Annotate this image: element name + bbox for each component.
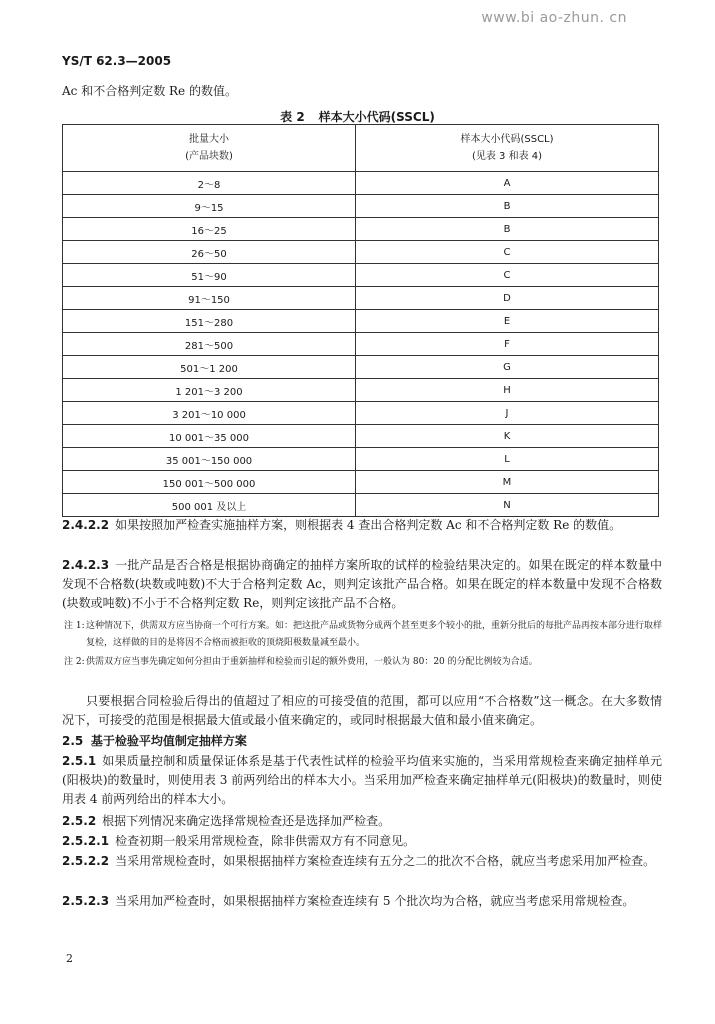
sscl-code-cell: K bbox=[356, 425, 659, 448]
lot-size-cell: 501～1 200 bbox=[63, 356, 356, 379]
lot-size-cell: 2～8 bbox=[63, 172, 356, 195]
table-row bbox=[63, 172, 659, 195]
clause-number: 2.5.2.2 bbox=[62, 854, 110, 868]
lead-text: Ac 和不合格判定数 Re 的数值。 bbox=[62, 84, 237, 98]
clause-text: 根据下列情况来确定选择常规检查还是选择加严检查。 bbox=[102, 814, 391, 828]
clause-2-5-2-2 bbox=[62, 852, 662, 871]
clause-text: 当采用常规检查时，如果根据抽样方案检查连续有五分之二的批次不合格，就应当考虑采用加严检查。 bbox=[115, 854, 656, 868]
lot-size-cell: 35 001～150 000 bbox=[63, 448, 356, 471]
clause-text: 一批产品是否合格是根据协商确定的抽样方案所取的试样的检验结果决定的。如果在既定的样本数量中发现不合格数(块数或吨数)不大于合格判定数 Ac，则判定该批产品合格。如果在既定的样本数量中发现不合格数(块数或吨数)不小于不合格判定数 Re，则判定该批产品不合格。 bbox=[62, 558, 662, 610]
clause-number: 2.4.2.3 bbox=[62, 558, 110, 572]
sscl-code-cell: J bbox=[356, 402, 659, 425]
sscl-code-cell: B bbox=[356, 218, 659, 241]
lot-size-cell: 1 201～3 200 bbox=[63, 379, 356, 402]
header-sscl bbox=[356, 125, 659, 172]
sscl-code-cell: G bbox=[356, 356, 659, 379]
page-number: 2 bbox=[66, 952, 73, 965]
table-row bbox=[63, 448, 659, 471]
table-row bbox=[63, 264, 659, 287]
sscl-code-cell: L bbox=[356, 448, 659, 471]
sscl-code-cell: F bbox=[356, 333, 659, 356]
sscl-code-cell: E bbox=[356, 310, 659, 333]
clause-number: 2.4.2.2 bbox=[62, 518, 110, 532]
table-row bbox=[63, 195, 659, 218]
clause-2-5-2-1 bbox=[62, 832, 662, 851]
table-row bbox=[63, 356, 659, 379]
section-number: 2.5 bbox=[62, 734, 84, 748]
table-row bbox=[63, 241, 659, 264]
table-caption-number: 表 2 bbox=[280, 110, 305, 124]
note-text: 供需双方应当事先确定如何分担由于重新抽样和检验而引起的额外费用，一般认为 80：20 的分配比例较为合适。 bbox=[86, 657, 538, 667]
lot-size-cell: 150 001～500 000 bbox=[63, 471, 356, 494]
lot-size-cell: 16～25 bbox=[63, 218, 356, 241]
clause-number: 2.5.2.1 bbox=[62, 834, 110, 848]
table-row bbox=[63, 310, 659, 333]
header-lot-size-line1: 批量大小 bbox=[189, 134, 229, 145]
header-sscl-line1: 样本大小代码(SSCL) bbox=[460, 134, 554, 145]
watermark-url: www.bi ao-zhun. cn bbox=[481, 10, 627, 26]
header-lot-size-line2: (产品块数) bbox=[185, 151, 233, 162]
sscl-code-cell: D bbox=[356, 287, 659, 310]
table-row bbox=[63, 402, 659, 425]
sscl-code-cell: H bbox=[356, 379, 659, 402]
section-2-5-heading bbox=[62, 732, 662, 751]
clause-number: 2.5.2 bbox=[62, 814, 97, 828]
lot-size-cell: 3 201～10 000 bbox=[63, 402, 356, 425]
note-2 bbox=[64, 654, 662, 671]
sscl-code-cell: C bbox=[356, 241, 659, 264]
table-caption-title: 样本大小代码(SSCL) bbox=[318, 110, 435, 124]
table-row bbox=[63, 425, 659, 448]
table-row bbox=[63, 471, 659, 494]
lot-size-cell: 151～280 bbox=[63, 310, 356, 333]
table-row bbox=[63, 333, 659, 356]
sscl-table bbox=[62, 124, 659, 517]
clause-2-4-2-3 bbox=[62, 556, 662, 613]
clause-2-5-2-3 bbox=[62, 892, 662, 911]
sscl-code-cell: A bbox=[356, 172, 659, 195]
note-text: 这种情况下，供需双方应当协商一个可行方案。如：把这批产品或货物分成两个甚至更多个较小的批，重新分批后的每批产品再按本部分进行取样复检，这样做的目的是将因不合格而被拒收的顶烧阳极数量减至最小。 bbox=[86, 621, 663, 648]
clause-text: 当采用加严检查时，如果根据抽样方案检查连续有 5 个批次均为合格，就应当考虑采用常规检查。 bbox=[115, 894, 635, 908]
clause-number: 2.5.1 bbox=[62, 754, 97, 768]
lot-size-cell: 9～15 bbox=[63, 195, 356, 218]
clause-2-5-1 bbox=[62, 752, 662, 809]
note-label: 注 2: bbox=[64, 657, 85, 667]
header-lot-size bbox=[63, 125, 356, 172]
note-1 bbox=[64, 618, 663, 652]
clause-2-4-2-2 bbox=[62, 516, 662, 535]
clause-number: 2.5.2.3 bbox=[62, 894, 110, 908]
sscl-code-cell: M bbox=[356, 471, 659, 494]
lot-size-cell: 10 001～35 000 bbox=[63, 425, 356, 448]
clause-text: 如果按照加严检查实施抽样方案，则根据表 4 查出合格判定数 Ac 和不合格判定数 Re 的数值。 bbox=[115, 518, 622, 532]
lot-size-cell: 51～90 bbox=[63, 264, 356, 287]
lot-size-cell: 281～500 bbox=[63, 333, 356, 356]
clause-2-5-2 bbox=[62, 812, 662, 831]
note-label: 注 1: bbox=[64, 621, 85, 631]
section-title: 基于检验平均值制定抽样方案 bbox=[90, 734, 247, 748]
table-row bbox=[63, 494, 659, 517]
sscl-code-cell: C bbox=[356, 264, 659, 287]
header-sscl-line2: (见表 3 和表 4) bbox=[471, 151, 543, 162]
table-row bbox=[63, 379, 659, 402]
clause-text: 检查初期一般采用常规检查，除非供需双方有不同意见。 bbox=[115, 834, 416, 848]
table-row bbox=[63, 287, 659, 310]
sscl-code-cell: B bbox=[356, 195, 659, 218]
table-header-row bbox=[63, 125, 659, 172]
sscl-code-cell: N bbox=[356, 494, 659, 517]
lot-size-cell: 26～50 bbox=[63, 241, 356, 264]
table-caption bbox=[0, 108, 715, 125]
clause-text: 如果质量控制和质量保证体系是基于代表性试样的检验平均值来实施的，当采用常规检查来确定抽样单元(阳极块)的数量时，则使用表 3 前两列给出的样本大小。当采用加严检查来确定抽样单元(阳极块)的数量时，则使用表 4 前两列给出的样本大小。 bbox=[62, 754, 662, 806]
table-row bbox=[63, 218, 659, 241]
lot-size-cell: 91～150 bbox=[63, 287, 356, 310]
standard-code: YS/T 62.3—2005 bbox=[62, 54, 172, 68]
paragraph-nonconformity: 只要根据合同检验后得出的值超过了相应的可接受值的范围，都可以应用“不合格数”这一概念。在大多数情况下，可接受的范围是根据最大值或最小值来确定的，或同时根据最大值和最小值来确定。 bbox=[62, 694, 662, 727]
lot-size-cell: 500 001 及以上 bbox=[63, 494, 356, 517]
